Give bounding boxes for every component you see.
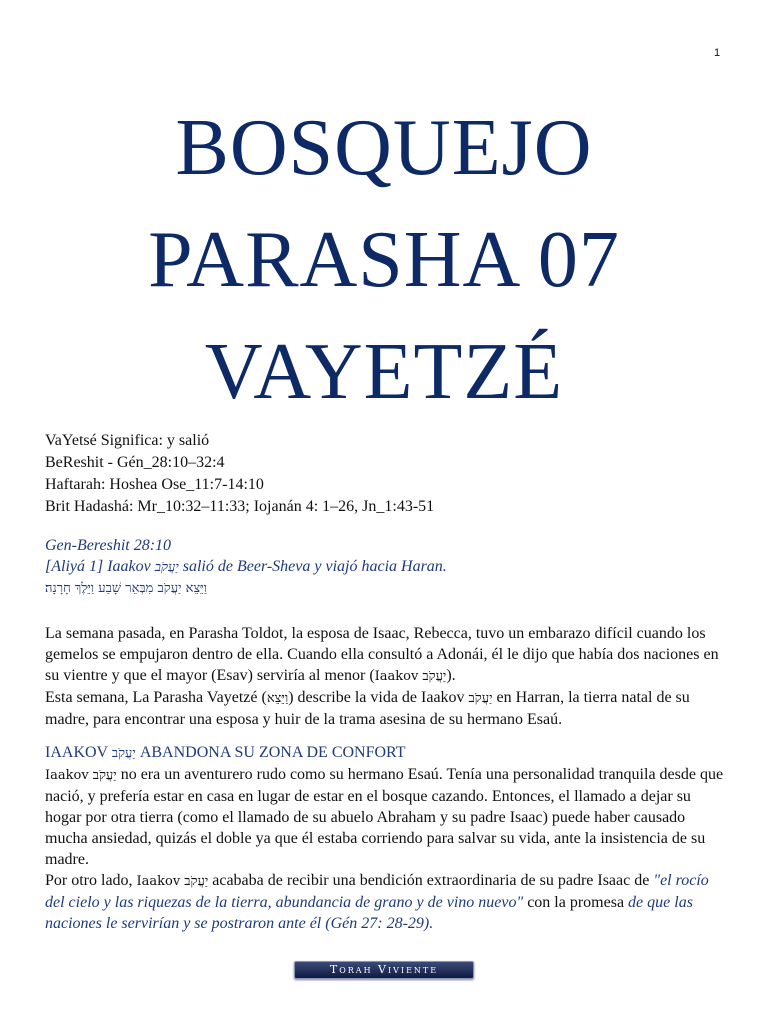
body-text-a: no era un aventurero rudo como su hermano Esaú. Tenía una personalidad tranquila desde que nació, y prefería estar en casa en lugar de estar en el bosque cazando. Entonces, el llamado a dejar su hogar por otra tierra (como el llamado de su abuelo Abraham y su padre Isaac) puede haber causado mucha ansiedad, quizás el doble ya que él estaba corriendo para salvar su vida, ante la insistencia de su madre. [45, 766, 724, 868]
intro-paragraph [45, 623, 725, 730]
verse-hebrew-name: יַעֲקֹב [154, 560, 179, 575]
intro-text-e: en Harran, la tierra natal de su madre, para encontrar una esposa y huir de la trama asesina de su hermano Esaú. [45, 689, 690, 728]
verse-hebrew: וַיֵּצֵא יַעֲקֹב מִבְּאֵר שָׁבַע וַיֵּלֶךְ חָרָנָה׃ [45, 581, 207, 596]
intro-text-c: Esta semana, La Parasha Vayetzé ( [45, 689, 267, 706]
title-line-3: VAYETZÉ [204, 328, 564, 416]
body-paragraph-1 [45, 764, 725, 870]
verse-text-pre: [Aliyá 1] Iaakov [45, 558, 155, 575]
intro-name-hebrew: יַעֲקֹב [422, 669, 447, 684]
body-paragraph [45, 764, 725, 934]
verse-block [45, 535, 735, 599]
meta-brit-hadasha: Brit Hadashá: Mr_10:32–11:33; Iojanán 4: 1–26, Jn_1:43-51 [45, 498, 435, 515]
body-text-b: Por otro lado, [45, 872, 137, 889]
body-paragraph-2 [45, 870, 725, 934]
torah-viviente-logo: Torah Viviente [294, 961, 474, 979]
page-number: 1 [714, 47, 721, 59]
body-name-latin-2: Iaakov [136, 874, 181, 889]
intro-name-latin: Iaakov [374, 669, 419, 684]
section-heading-post: ABANDONA SU ZONA DE CONFORT [135, 744, 406, 761]
document-title [0, 92, 768, 428]
section-heading-hebrew: יַעֲקֹב [111, 746, 136, 761]
intro-paragraph-2 [45, 687, 725, 730]
intro-iaakov-hebrew: יַעֲקֹב [468, 691, 493, 706]
parasha-metadata [45, 430, 735, 518]
verse-reference: Gen-Bereshit 28:10 [45, 537, 172, 554]
intro-text-b: ). [446, 667, 456, 684]
body-quote-1: "el rocío del cielo y las riquezas de la tierra, abundancia de grano y de vino nuevo" [45, 872, 709, 911]
verse-text [45, 556, 735, 578]
intro-paragraph-1 [45, 623, 725, 687]
title-line-1: BOSQUEJO [175, 104, 593, 192]
intro-text-d: ) describe la vida de Iaakov [288, 689, 469, 706]
body-text-d: con la promesa [523, 894, 629, 911]
body-text-c: acababa de recibir una bendición extraordinaria de su padre Isaac de [208, 872, 654, 889]
body-name-latin: Iaakov [45, 768, 89, 783]
section-heading [45, 742, 735, 764]
body-reference: (Gén 27: 28-29). [321, 915, 434, 932]
meta-bereshit: BeReshit - Gén_28:10–32:4 [45, 454, 225, 471]
intro-text-a: La semana pasada, en Parasha Toldot, la esposa de Isaac, Rebecca, tuvo un embarazo difícil cuando los gemelos se empujaron dentro de ella. Cuando ella consultó a Adonái, él le dijo que había dos naciones en su vientre y que el mayor (Esav) serviría al menor ( [45, 625, 719, 684]
meta-haftarah: Haftarah: Hoshea Ose_11:7-14:10 [45, 476, 264, 493]
verse-text-post: salió de Beer-Sheva y viajó hacia Haran. [178, 558, 447, 575]
body-name-hebrew-2: יַעֲקֹב [184, 874, 209, 889]
body-name-hebrew: יַעֲקֹב [92, 768, 117, 783]
meta-meaning: VaYetsé Significa: y salió [45, 432, 210, 449]
section-heading-pre: IAAKOV [45, 744, 112, 761]
intro-vayetze-hebrew: וַיֵּצֵא [266, 691, 289, 706]
body-quote-2: de que las naciones le servirían y se postraron ante él [45, 894, 693, 932]
title-line-2: PARASHA 07 [148, 216, 620, 304]
